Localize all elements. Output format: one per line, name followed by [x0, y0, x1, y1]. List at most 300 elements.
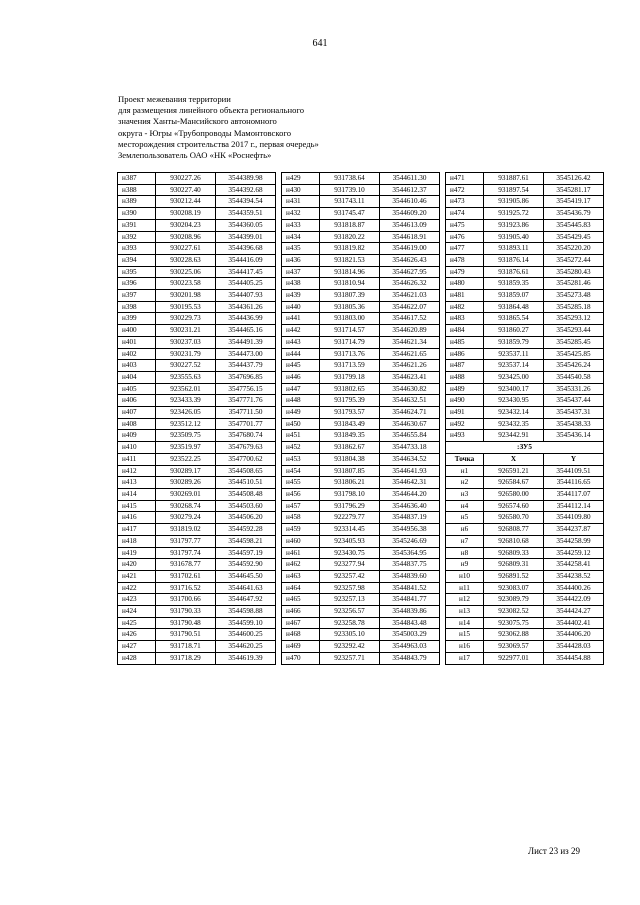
coord-y: 3544396.68 [216, 243, 276, 255]
coord-x: 930228.63 [156, 254, 216, 266]
coord-x: 931713.59 [320, 360, 380, 372]
column-header-point: Точка [446, 453, 484, 465]
point-id: н422 [118, 582, 156, 594]
point-id: н435 [282, 243, 320, 255]
table-row [446, 512, 604, 524]
coord-x: 923082.52 [484, 606, 544, 618]
table-row [446, 559, 604, 571]
coord-y: 3544109.80 [544, 512, 604, 524]
coord-y: 3544237.87 [544, 524, 604, 536]
table-row [282, 629, 440, 641]
coord-x: 923257.13 [320, 594, 380, 606]
point-id: н427 [118, 641, 156, 653]
coord-x: 931865.54 [484, 313, 544, 325]
coord-y: 3544617.52 [380, 313, 440, 325]
coord-y: 3544632.51 [380, 395, 440, 407]
point-id: н472 [446, 184, 484, 196]
coord-x: 930201.98 [156, 290, 216, 302]
table-row [282, 383, 440, 395]
coord-x: 923562.01 [156, 383, 216, 395]
table-row [282, 594, 440, 606]
point-id: н9 [446, 559, 484, 571]
table-row [282, 477, 440, 489]
point-id: н408 [118, 418, 156, 430]
point-id: н424 [118, 606, 156, 618]
coord-y: 3547679.63 [216, 442, 276, 454]
point-id: н488 [446, 371, 484, 383]
coord-x: 923083.07 [484, 582, 544, 594]
coord-x: 930223.58 [156, 278, 216, 290]
coord-x: 931820.22 [320, 231, 380, 243]
point-id: н11 [446, 582, 484, 594]
coord-y: 3544641.63 [216, 582, 276, 594]
table-row [446, 360, 604, 372]
coord-x: 931819.02 [156, 524, 216, 536]
table-row [118, 290, 276, 302]
coord-y: 3544839.60 [380, 570, 440, 582]
coord-x: 923432.14 [484, 407, 544, 419]
point-id: н15 [446, 629, 484, 641]
point-id: н403 [118, 360, 156, 372]
table-row [446, 313, 604, 325]
coord-x: 931810.94 [320, 278, 380, 290]
point-id: н14 [446, 617, 484, 629]
table-row [282, 652, 440, 664]
coord-x: 931864.48 [484, 301, 544, 313]
coord-y: 3544610.46 [380, 196, 440, 208]
table-row [118, 582, 276, 594]
coord-y: 3545126.42 [544, 173, 604, 185]
point-id: н443 [282, 336, 320, 348]
table-row [282, 266, 440, 278]
point-id: н460 [282, 535, 320, 547]
coord-y: 3544417.45 [216, 266, 276, 278]
coord-y: 3544627.95 [380, 266, 440, 278]
table-row [282, 442, 440, 454]
coord-y: 3544400.26 [544, 582, 604, 594]
coord-y: 3545437.44 [544, 395, 604, 407]
table-row [282, 395, 440, 407]
coord-y: 3544238.52 [544, 570, 604, 582]
coord-y: 3544592.28 [216, 524, 276, 536]
header-line: месторождения строительства 2017 г., первая очередь» [118, 138, 319, 149]
point-id: н393 [118, 243, 156, 255]
coord-y: 3544622.07 [380, 301, 440, 313]
coord-x: 931718.29 [156, 652, 216, 664]
point-id: н468 [282, 629, 320, 641]
table-row [118, 348, 276, 360]
coord-y: 3544626.32 [380, 278, 440, 290]
point-id: н402 [118, 348, 156, 360]
table-row [282, 465, 440, 477]
coord-x: 923519.97 [156, 442, 216, 454]
table-row [118, 313, 276, 325]
table-row [446, 254, 604, 266]
point-id: н6 [446, 524, 484, 536]
coord-y: 3544428.03 [544, 641, 604, 653]
table-row [282, 535, 440, 547]
point-id: н477 [446, 243, 484, 255]
coord-y: 3545436.14 [544, 430, 604, 442]
table-row [118, 173, 276, 185]
coord-x: 930208.19 [156, 208, 216, 220]
coord-x: 931905.40 [484, 231, 544, 243]
table-row [446, 290, 604, 302]
coord-x: 926810.68 [484, 535, 544, 547]
table-row [118, 547, 276, 559]
coord-x: 923555.63 [156, 371, 216, 383]
coord-y: 3544621.03 [380, 290, 440, 302]
point-id: н452 [282, 442, 320, 454]
coord-y: 3544360.05 [216, 219, 276, 231]
table-row [282, 617, 440, 629]
coord-y: 3545437.31 [544, 407, 604, 419]
point-id: н10 [446, 570, 484, 582]
table-row [118, 652, 276, 664]
table-row [282, 173, 440, 185]
point-id: н482 [446, 301, 484, 313]
coord-x: 930227.61 [156, 243, 216, 255]
point-id: н412 [118, 465, 156, 477]
point-id: н415 [118, 500, 156, 512]
table-row [446, 383, 604, 395]
table-row [282, 500, 440, 512]
point-id: н419 [118, 547, 156, 559]
table-row [282, 524, 440, 536]
table-row [118, 231, 276, 243]
table-row [446, 371, 604, 383]
table-row [446, 535, 604, 547]
point-id: н1 [446, 465, 484, 477]
table-row [118, 594, 276, 606]
point-id: н456 [282, 488, 320, 500]
coord-x: 926580.00 [484, 488, 544, 500]
coord-x: 930231.21 [156, 325, 216, 337]
coord-y: 3544473.00 [216, 348, 276, 360]
coord-y: 3544634.52 [380, 453, 440, 465]
coord-x: 931802.65 [320, 383, 380, 395]
coord-y: 3545426.24 [544, 360, 604, 372]
coord-y: 3545285.18 [544, 301, 604, 313]
point-id: н406 [118, 395, 156, 407]
table-row [282, 606, 440, 618]
point-id: н464 [282, 582, 320, 594]
point-id: н493 [446, 430, 484, 442]
coord-y: 3544841.77 [380, 594, 440, 606]
coord-x: 931790.48 [156, 617, 216, 629]
coord-y: 3545273.48 [544, 290, 604, 302]
coord-x: 930225.06 [156, 266, 216, 278]
table-row [446, 418, 604, 430]
table-row [446, 524, 604, 536]
header-line: для размещения линейного объекта регионального [118, 105, 305, 116]
table-row [118, 477, 276, 489]
coord-y: 3544598.21 [216, 535, 276, 547]
point-id: н389 [118, 196, 156, 208]
table-row [282, 348, 440, 360]
coord-x: 931797.74 [156, 547, 216, 559]
coord-x: 930268.74 [156, 500, 216, 512]
coord-y: 3545425.85 [544, 348, 604, 360]
table-row [446, 243, 604, 255]
coord-x: 923442.91 [484, 430, 544, 442]
coord-x: 923257.42 [320, 570, 380, 582]
table-row [118, 465, 276, 477]
table-row [118, 395, 276, 407]
point-id: н423 [118, 594, 156, 606]
point-id: н461 [282, 547, 320, 559]
coord-x: 923257.98 [320, 582, 380, 594]
point-id: н474 [446, 208, 484, 220]
section-title-row [446, 442, 604, 454]
coord-y: 3544621.26 [380, 360, 440, 372]
table-row [118, 430, 276, 442]
coord-x: 930227.26 [156, 173, 216, 185]
point-id: н453 [282, 453, 320, 465]
coord-y: 3547696.85 [216, 371, 276, 383]
point-id: н426 [118, 629, 156, 641]
table-row [282, 430, 440, 442]
coordinates-table-1 [117, 172, 276, 665]
coord-x: 931807.85 [320, 465, 380, 477]
point-id: н475 [446, 219, 484, 231]
coord-y: 3544623.41 [380, 371, 440, 383]
point-id: н7 [446, 535, 484, 547]
point-id: н446 [282, 371, 320, 383]
coord-x: 923256.57 [320, 606, 380, 618]
coord-y: 3544843.79 [380, 652, 440, 664]
coord-x: 931806.21 [320, 477, 380, 489]
table-row [282, 290, 440, 302]
coord-y: 3544626.43 [380, 254, 440, 266]
point-id: н483 [446, 313, 484, 325]
coord-y: 3544621.34 [380, 336, 440, 348]
coord-y: 3544600.25 [216, 629, 276, 641]
point-id: н414 [118, 488, 156, 500]
point-id: н441 [282, 313, 320, 325]
coord-y: 3544259.12 [544, 547, 604, 559]
coord-x: 930289.26 [156, 477, 216, 489]
point-id: н448 [282, 395, 320, 407]
table-row [446, 547, 604, 559]
point-id: н489 [446, 383, 484, 395]
coord-x: 923405.93 [320, 535, 380, 547]
coord-x: 930237.03 [156, 336, 216, 348]
table-row [118, 301, 276, 313]
point-id: н4 [446, 500, 484, 512]
table-row [118, 418, 276, 430]
coord-y: 3544630.82 [380, 383, 440, 395]
coord-y: 3544956.38 [380, 524, 440, 536]
point-id: н429 [282, 173, 320, 185]
table-row [282, 453, 440, 465]
table-row [446, 219, 604, 231]
table-row [446, 184, 604, 196]
table-row [446, 266, 604, 278]
coord-x: 931807.39 [320, 290, 380, 302]
point-id: н450 [282, 418, 320, 430]
point-id: н436 [282, 254, 320, 266]
point-id: н3 [446, 488, 484, 500]
coord-x: 923425.00 [484, 371, 544, 383]
point-id: н491 [446, 407, 484, 419]
coord-x: 931714.79 [320, 336, 380, 348]
coord-x: 931859.07 [484, 290, 544, 302]
point-id: н416 [118, 512, 156, 524]
table-row [118, 278, 276, 290]
table-row [282, 208, 440, 220]
table-row [282, 371, 440, 383]
coord-x: 930195.53 [156, 301, 216, 313]
point-id: н411 [118, 453, 156, 465]
coord-y: 3544405.25 [216, 278, 276, 290]
coord-y: 3544112.14 [544, 500, 604, 512]
point-id: н486 [446, 348, 484, 360]
point-id: н490 [446, 395, 484, 407]
table-row [118, 407, 276, 419]
coord-y: 3544117.07 [544, 488, 604, 500]
point-id: н396 [118, 278, 156, 290]
point-id: н438 [282, 278, 320, 290]
table-row [118, 196, 276, 208]
coord-x: 926809.33 [484, 547, 544, 559]
table-row [446, 208, 604, 220]
coord-x: 931859.35 [484, 278, 544, 290]
coord-x: 923258.78 [320, 617, 380, 629]
table-row [118, 512, 276, 524]
point-id: н387 [118, 173, 156, 185]
table-row [282, 231, 440, 243]
point-id: н431 [282, 196, 320, 208]
header-line: округа - Югры «Трубопроводы Мамонтовского [118, 127, 292, 138]
coord-x: 923314.45 [320, 524, 380, 536]
point-id: н442 [282, 325, 320, 337]
column-header-y: Y [544, 453, 604, 465]
point-id: н458 [282, 512, 320, 524]
coord-y: 3544620.89 [380, 325, 440, 337]
coord-x: 923075.75 [484, 617, 544, 629]
table-row [446, 500, 604, 512]
point-id: н473 [446, 196, 484, 208]
point-id: н2 [446, 477, 484, 489]
point-id: н478 [446, 254, 484, 266]
coord-x: 930231.79 [156, 348, 216, 360]
point-id: н407 [118, 407, 156, 419]
coord-x: 926580.70 [484, 512, 544, 524]
coord-x: 931796.29 [320, 500, 380, 512]
point-id: н447 [282, 383, 320, 395]
table-row [446, 196, 604, 208]
coord-y: 3545429.45 [544, 231, 604, 243]
coord-y: 3544424.27 [544, 606, 604, 618]
coord-x: 922279.77 [320, 512, 380, 524]
coord-x: 923432.35 [484, 418, 544, 430]
coord-y: 3544258.41 [544, 559, 604, 571]
coord-x: 930227.52 [156, 360, 216, 372]
coord-x: 923433.39 [156, 395, 216, 407]
coord-x: 931799.18 [320, 371, 380, 383]
coord-x: 923512.12 [156, 418, 216, 430]
coord-y: 3544389.98 [216, 173, 276, 185]
coord-x: 931876.61 [484, 266, 544, 278]
point-id: н481 [446, 290, 484, 302]
table-row [282, 641, 440, 653]
coord-x: 931804.38 [320, 453, 380, 465]
table-row [282, 313, 440, 325]
coord-x: 931678.77 [156, 559, 216, 571]
coord-y: 3544510.51 [216, 477, 276, 489]
coord-x: 931849.35 [320, 430, 380, 442]
table-row [446, 606, 604, 618]
coord-x: 923257.71 [320, 652, 380, 664]
table-row [446, 617, 604, 629]
table-row [118, 453, 276, 465]
coord-x: 923400.17 [484, 383, 544, 395]
coord-x: 923430.75 [320, 547, 380, 559]
coord-y: 3544508.65 [216, 465, 276, 477]
coord-x: 931716.52 [156, 582, 216, 594]
table-row [446, 652, 604, 664]
point-id: н463 [282, 570, 320, 582]
coord-y: 3545293.12 [544, 313, 604, 325]
coord-x: 931893.11 [484, 243, 544, 255]
coord-x: 923305.10 [320, 629, 380, 641]
table-row [118, 360, 276, 372]
coord-y: 3544540.58 [544, 371, 604, 383]
coord-y: 3544641.93 [380, 465, 440, 477]
table-row [118, 243, 276, 255]
coord-y: 3545293.44 [544, 325, 604, 337]
coord-y: 3544618.91 [380, 231, 440, 243]
point-id: н5 [446, 512, 484, 524]
table-row [446, 231, 604, 243]
table-row [282, 196, 440, 208]
table-row [446, 395, 604, 407]
coord-y: 3544644.20 [380, 488, 440, 500]
point-id: н484 [446, 325, 484, 337]
point-id: н440 [282, 301, 320, 313]
point-id: н437 [282, 266, 320, 278]
coord-x: 931790.33 [156, 606, 216, 618]
table-row [446, 407, 604, 419]
table-row [282, 336, 440, 348]
coord-x: 931713.76 [320, 348, 380, 360]
coord-y: 3545272.44 [544, 254, 604, 266]
coord-x: 931814.96 [320, 266, 380, 278]
point-id: н399 [118, 313, 156, 325]
coord-y: 3544361.26 [216, 301, 276, 313]
coord-x: 931738.64 [320, 173, 380, 185]
table-row [282, 488, 440, 500]
table-row [282, 219, 440, 231]
table-row [118, 371, 276, 383]
coord-x: 926809.31 [484, 559, 544, 571]
point-id: н465 [282, 594, 320, 606]
coord-y: 3545281.46 [544, 278, 604, 290]
coord-x: 931819.82 [320, 243, 380, 255]
table-row [282, 325, 440, 337]
table-row [118, 617, 276, 629]
point-id: н410 [118, 442, 156, 454]
table-row [446, 336, 604, 348]
table-row [446, 348, 604, 360]
coord-y: 3544592.90 [216, 559, 276, 571]
table-row [282, 254, 440, 266]
coord-y: 3545280.43 [544, 266, 604, 278]
table-row [446, 641, 604, 653]
table-row [282, 559, 440, 571]
coord-x: 931745.47 [320, 208, 380, 220]
